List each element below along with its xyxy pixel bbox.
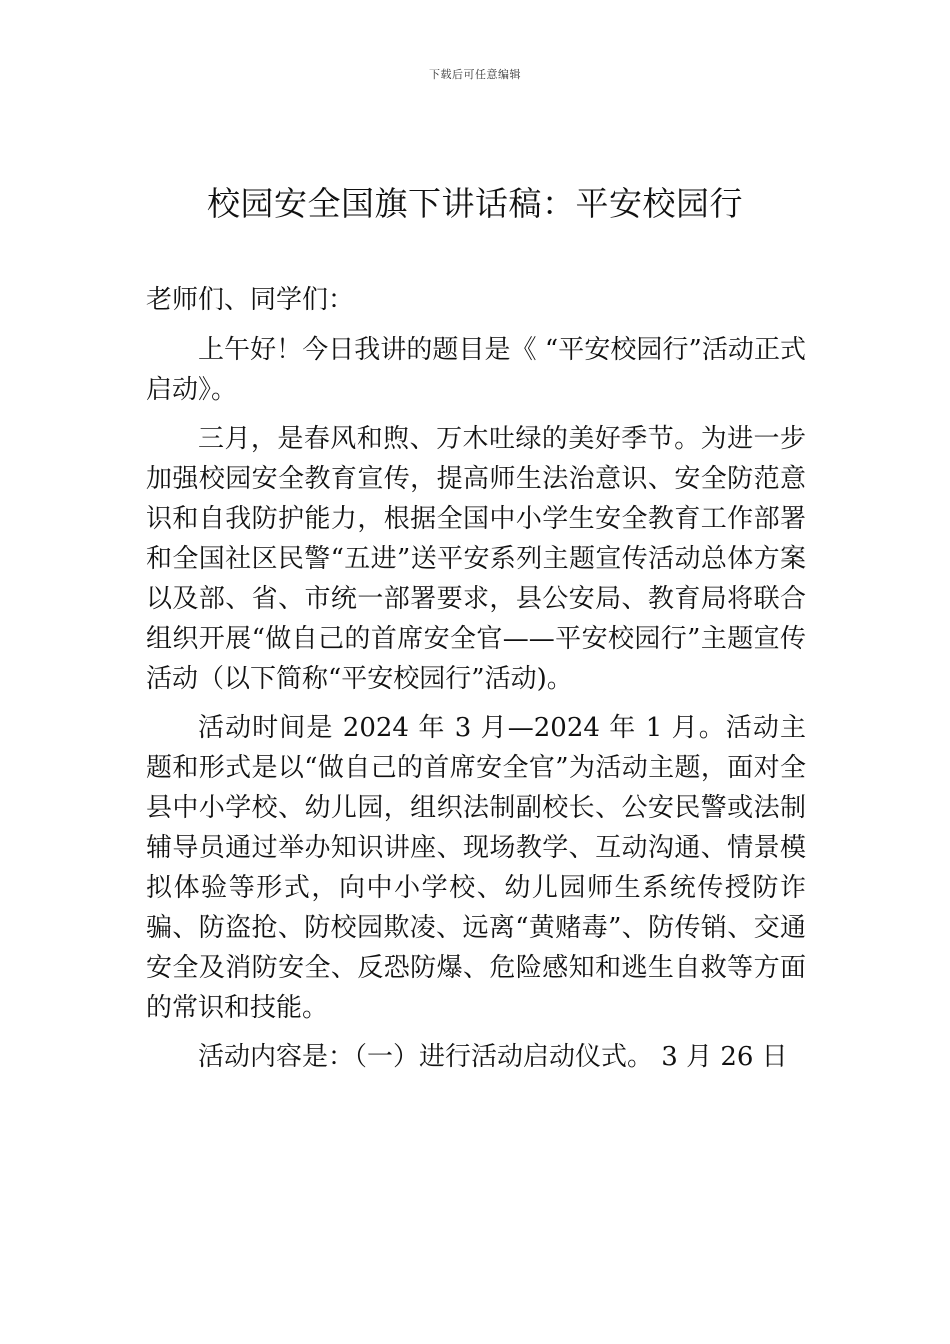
salutation: 老师们、同学们：: [146, 285, 355, 315]
paragraph-activity-content: 活动内容是：（一）进行活动启动仪式。 3 月 26 日: [198, 1042, 788, 1072]
paragraph-background: 三月，是春风和煦、万木吐绿的美好季节。为进一步加强校园安全教育宣传，提高师生法治意识、安全防范意识和自我防护能力，根据全国中小学生安全教育工作部署和全国社区民警“五进”送平安系列主题宣传活动总体方案以及部、省、市统一部署要求，县公安局、教育局将联合组织开展“做自己的首席安全官——平安校园行”主题宣传活动（以下简称“平安校园行”活动)。: [146, 424, 806, 694]
document-title: 校园安全国旗下讲话稿：平安校园行: [207, 184, 743, 223]
document-body: [146, 280, 806, 1086]
download-note: 下载后可任意编辑: [429, 68, 521, 81]
paragraph-activity-time: 活动时间是 2024 年 3 月—2024 年 1 月。活动主题和形式是以“做自己的首席安全官”为活动主题，面对全县中小学校、幼儿园，组织法制副校长、公安民警或法制辅导员通过举办知识讲座、现场教学、互动沟通、情景模拟体验等形式，向中小学校、幼儿园师生系统传授防诈骗、防盗抢、防校园欺凌、远离“黄赌毒”、防传销、交通安全及消防安全、反恐防爆、危险感知和逃生自救等方面的常识和技能。: [146, 713, 806, 1023]
paragraph-greeting: 上午好！今日我讲的题目是《 “平安校园行”活动正式启动》。: [146, 335, 806, 405]
